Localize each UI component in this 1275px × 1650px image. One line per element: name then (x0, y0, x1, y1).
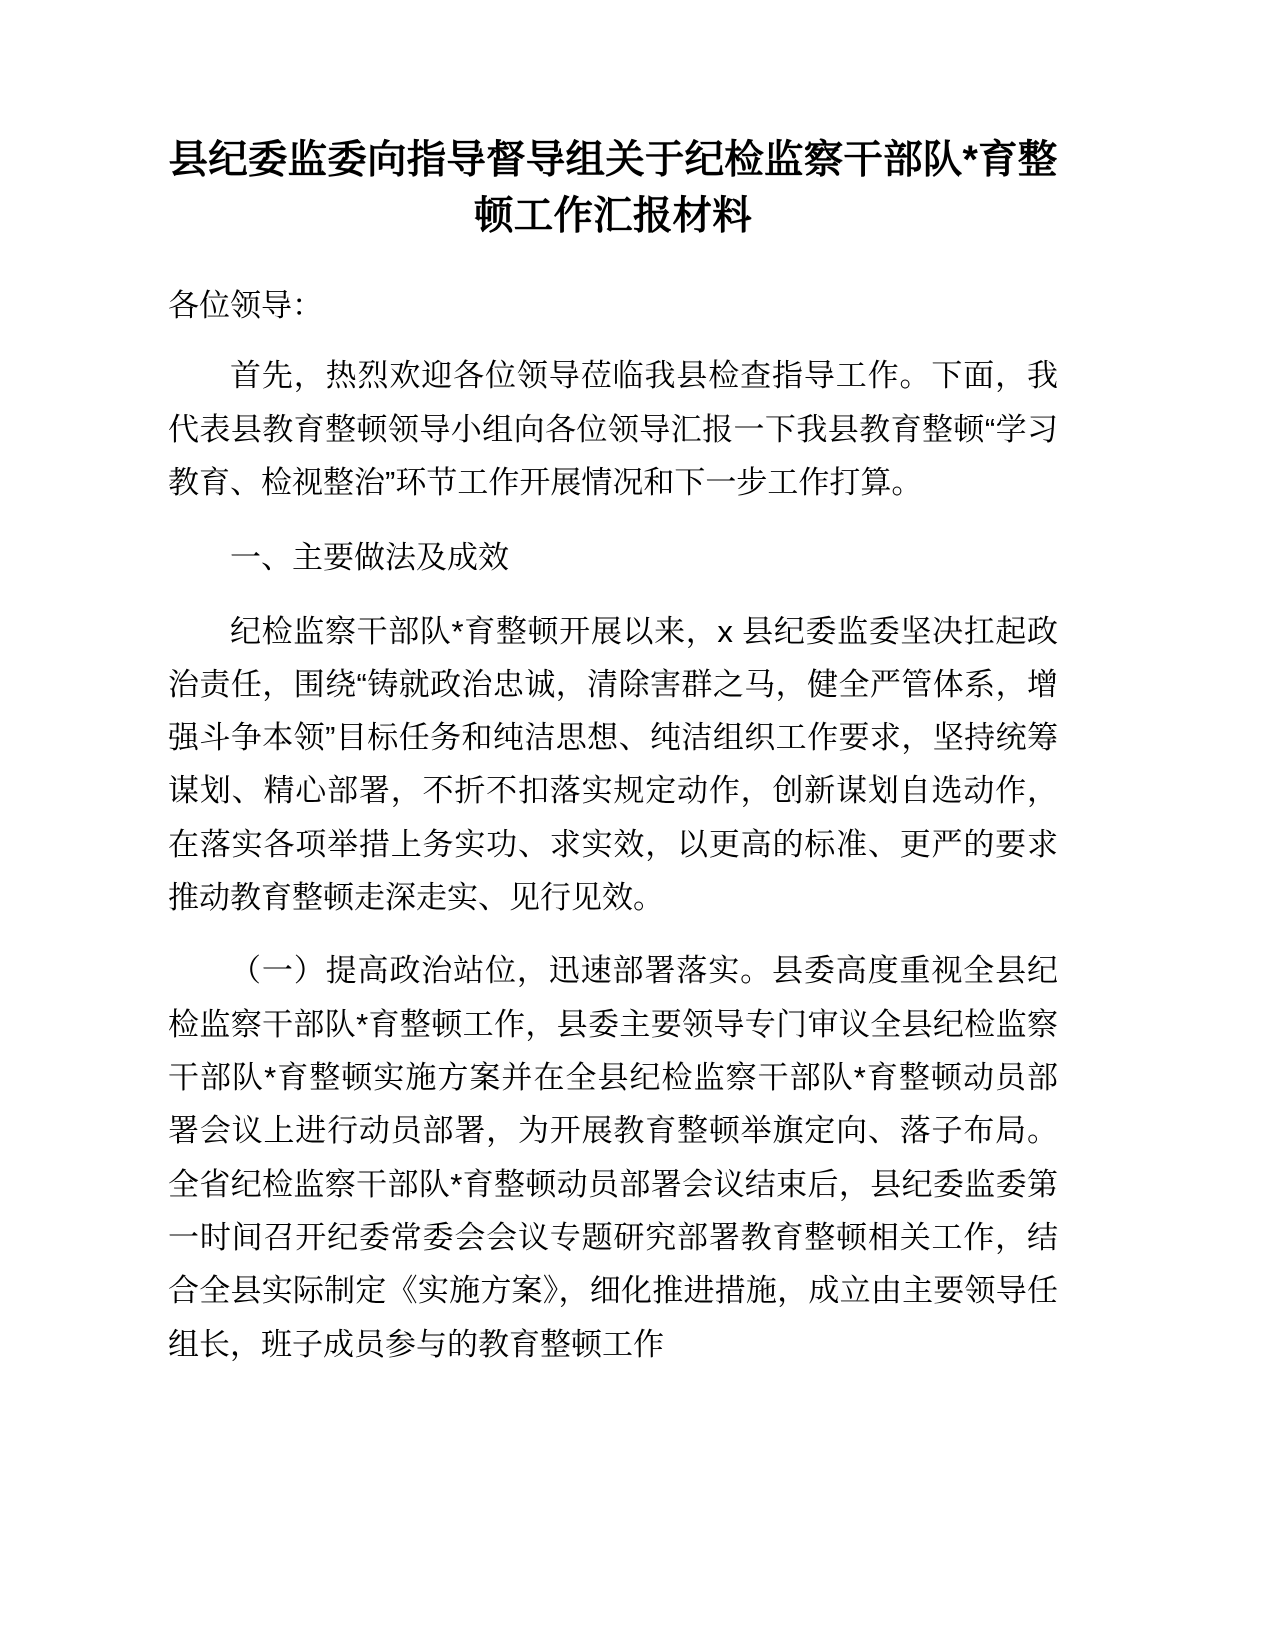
section-heading-1: 一、主要做法及成效 (230, 540, 509, 576)
paragraph-intro: 首先，热烈欢迎各位领导莅临我县检查指导工作。下面，我代表县教育整顿领导小组向各位领导汇报一下我县教育整顿“学习教育、检视整治”环节工作开展情况和下一步工作打算。 (168, 358, 1058, 500)
paragraph-body-2: （一）提高政治站位，迅速部署落实。县委高度重视全县纪检监察干部队*育整顿工作，县委主要领导专门审议全县纪检监察干部队*育整顿实施方案并在全县纪检监察干部队*育整顿动员部署会议上进行动员部署，为开展教育整顿举旗定向、落子布局。全省纪检监察干部队*育整顿动员部署会议结束后，县纪委监委第一时间召开纪委常委会会议专题研究部署教育整顿相关工作，结合全县实际制定《实施方案》，细化推进措施，成立由主要领导任组长，班子成员参与的教育整顿工作 (168, 953, 1058, 1362)
page-content-area (168, 0, 1058, 1371)
salutation-line: 各位领导： (168, 288, 323, 324)
page-title: 县纪委监委向指导督导组关于纪检监察干部队*育整顿工作汇报材料 (168, 138, 1058, 239)
paragraph-body-1: 纪检监察干部队*育整顿开展以来，x 县纪委监委坚决扛起政治责任，围绕“铸就政治忠诚，清除害群之马，健全严管体系，增强斗争本领”目标任务和纯洁思想、纯洁组织工作要求，坚持统筹谋划、精心部署，不折不扣落实规定动作，创新谋划自选动作，在落实各项举措上务实功、求实效，以更高的标准、更严的要求推动教育整顿走深走实、见行见效。 (168, 613, 1058, 916)
